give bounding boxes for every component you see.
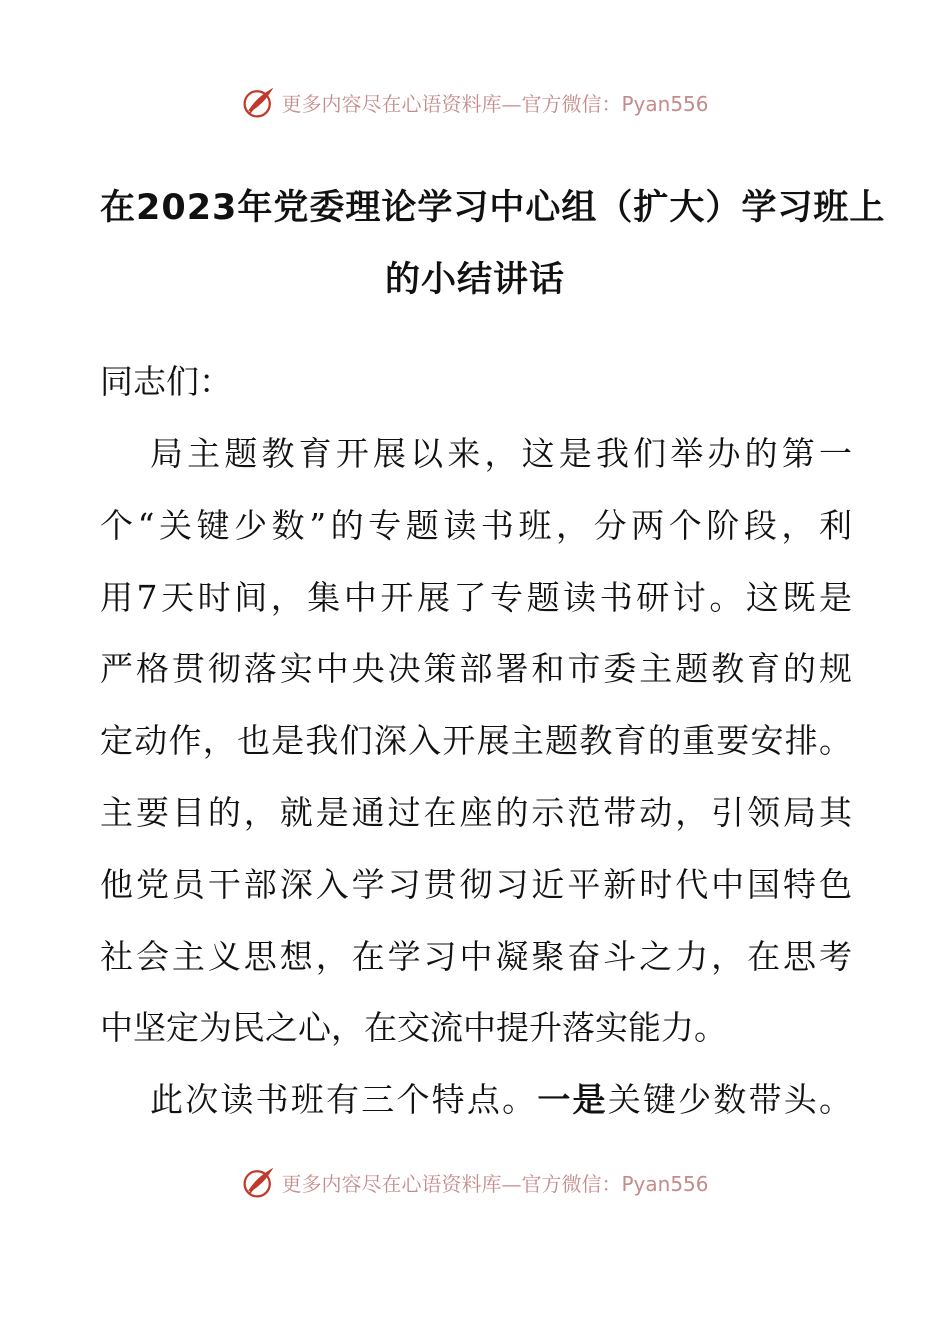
page-title (100, 172, 886, 316)
features-bold: 一是 (537, 1080, 608, 1120)
features-suffix: 关键少数带头。 (607, 1080, 853, 1120)
title-line-2: 的小结讲话 (384, 260, 565, 300)
text-line-features (100, 1064, 852, 1136)
text-line: 主要目的，就是通过在座的示范带动，引领局其 (100, 792, 852, 832)
watermark-text: 更多内容尽在心语资料库—官方微信：Pyan556 (281, 1171, 709, 1196)
body-text (100, 418, 852, 1136)
features-prefix: 此次读书班有三个特点。 (150, 1080, 538, 1120)
text-line: 个“关键少数”的专题读书班，分两个阶段，利 (100, 505, 852, 545)
greeting: 同志们： (100, 362, 232, 401)
quill-logo-icon (241, 1164, 277, 1200)
title-line-1: 在2023年党委理论学习中心组（扩大）学习班上 (100, 188, 886, 228)
watermark-code: Pyan556 (621, 1171, 709, 1196)
text-line: 社会主义思想，在学习中凝聚奋斗之力，在思考 (100, 936, 852, 976)
text-line: 他党员干部深入学习贯彻习近平新时代中国特色 (100, 864, 852, 904)
text-line: 严格贯彻落实中央决策部署和市委主题教育的规 (100, 649, 852, 689)
text-line: 中坚定为民之心，在交流中提升落实能力。 (100, 1008, 727, 1048)
quill-logo-icon (241, 84, 277, 120)
text-line: 定动作，也是我们深入开展主题教育的重要安排。 (100, 721, 852, 761)
text-line: 局主题教育开展以来，这是我们举办的第一 (150, 434, 852, 473)
footer-watermark (0, 1160, 950, 1204)
watermark-code: Pyan556 (621, 91, 709, 116)
watermark-text: 更多内容尽在心语资料库—官方微信：Pyan556 (281, 91, 709, 116)
text-line: 用7天时间，集中开展了专题读书研讨。这既是 (100, 577, 852, 617)
header-watermark (0, 80, 950, 124)
